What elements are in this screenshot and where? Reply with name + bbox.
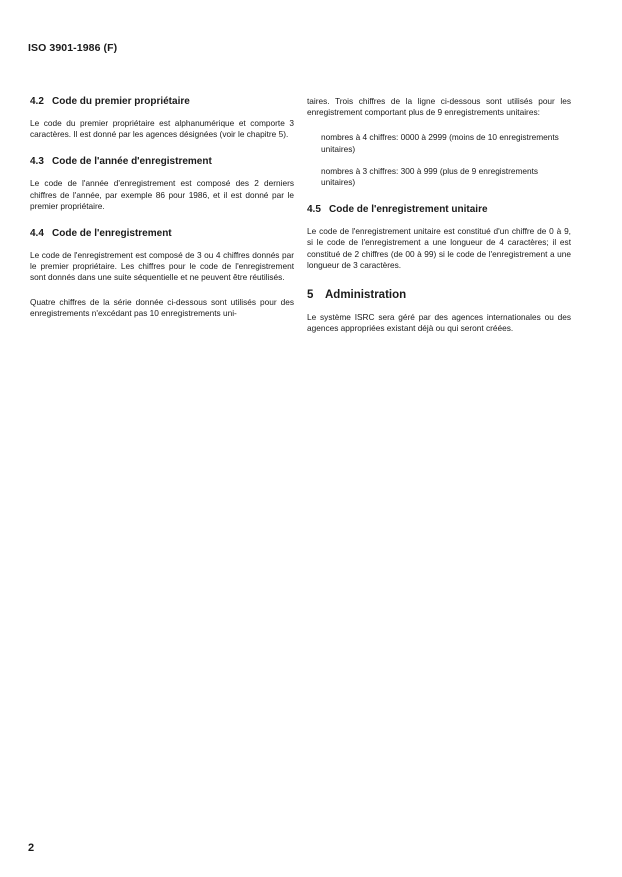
- section-title: Code de l'enregistrement unitaire: [329, 204, 488, 216]
- section-4-3-heading: [30, 156, 294, 167]
- section-5-heading: [307, 289, 571, 301]
- section-4-2-paragraph: Le code du premier propriétaire est alphanumérique et comporte 3 caractères. Il est donné par les agences désignées (voir le chapitre 5).: [30, 118, 294, 140]
- document-header: ISO 3901-1986 (F): [28, 42, 118, 54]
- section-5-paragraph: Le système ISRC sera géré par des agences internationales ou des agences appropriées existant déjà ou qui seront créées.: [307, 312, 571, 334]
- section-4-4-heading: [30, 228, 294, 239]
- right-column: [307, 96, 571, 350]
- list-item-three-digits: nombres à 3 chiffres: 300 à 999 (plus de 9 enregistrements unitaires): [321, 165, 539, 188]
- section-title: Code de l'année d'enregistrement: [52, 156, 212, 168]
- section-title: Administration: [325, 289, 407, 302]
- section-4-2-heading: [30, 96, 294, 107]
- section-number: 4.2: [30, 96, 44, 107]
- left-column: [30, 96, 294, 335]
- section-number: 4.4: [30, 228, 44, 240]
- section-number: 4.3: [30, 156, 44, 168]
- section-title: Code du premier propriétaire: [52, 96, 190, 107]
- section-title: Code de l'enregistrement: [52, 228, 172, 240]
- page-number: 2: [28, 842, 35, 854]
- section-number: 5: [307, 289, 314, 302]
- section-4-3-paragraph: Le code de l'année d'enregistrement est composé des 2 derniers chiffres de l'année, par exemple 86 pour 1986, et il est donné par le premier propriétaire.: [30, 178, 294, 211]
- section-number: 4.5: [307, 204, 321, 216]
- section-4-5-paragraph: Le code de l'enregistrement unitaire est constitué d'un chiffre de 0 à 9, si le code de l'enregistrement a une longueur de 4 caractères; il est constitué de 2 chiffres (de 00 à 99) si le code de l'enregistrement a une longueur de 3 caractères.: [307, 226, 571, 270]
- section-4-4-paragraph-1: Le code de l'enregistrement est composé de 3 ou 4 chiffres donnés par le premier propriétaire. Les chiffres pour le code de l'enregistrement sont donnés dans une suite séquentielle et ne peuvent être réutilisés.: [30, 250, 294, 283]
- section-4-4-paragraph-2: Quatre chiffres de la série donnée ci-dessous sont utilisés pour des enregistrements n'excédant pas 10 enregistrements uni-: [30, 296, 294, 318]
- list-item-four-digits: nombres à 4 chiffres: 0000 à 2999 (moins de 10 enregistrements unitaires): [321, 132, 559, 154]
- continued-paragraph: taires. Trois chiffres de la ligne ci-dessous sont utilisés pour les enregistrement comportant plus de 9 enregistrements unitaires:: [307, 96, 571, 118]
- section-4-5-heading: [307, 204, 571, 215]
